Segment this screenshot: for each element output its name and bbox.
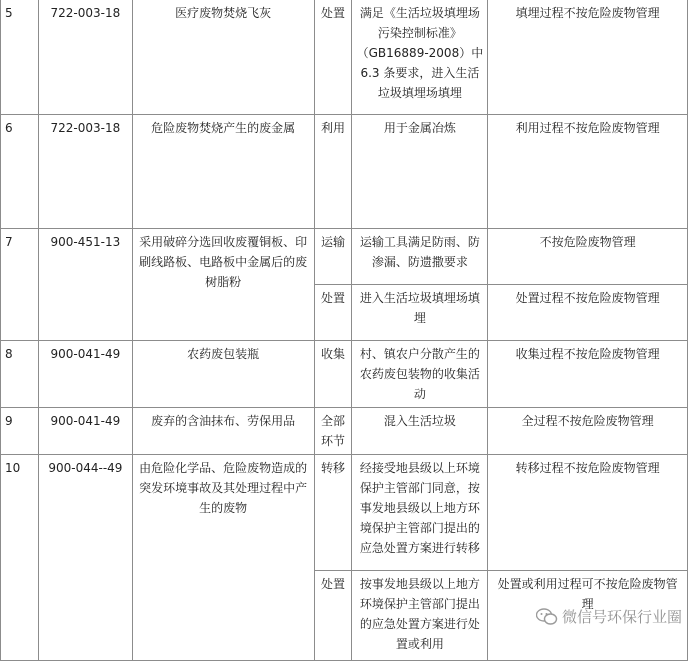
exempt-content: 转移过程不按危险废物管理: [488, 455, 688, 571]
exempt-condition: 用于金属冶炼: [352, 115, 488, 229]
exempt-link: 处置: [314, 0, 352, 115]
exempt-content: 不按危险废物管理: [488, 229, 688, 285]
row-number: 10: [1, 455, 39, 661]
waste-name: 由危险化学品、危险废物造成的突发环境事故及其处理过程中产生的废物: [132, 455, 314, 661]
exempt-content: 全过程不按危险废物管理: [488, 408, 688, 455]
exempt-condition: 经接受地县级以上环境保护主管部门同意，按事发地县级以上地方环境保护主管部门提出的应急处置方案进行转移: [352, 455, 488, 571]
watermark-text: 微信号环保行业圈: [561, 608, 682, 626]
table-row: [1, 408, 688, 455]
exempt-content: 处置过程不按危险废物管理: [488, 285, 688, 341]
watermark: [536, 606, 682, 627]
waste-code: 722-003-18: [38, 0, 132, 115]
exempt-link: 收集: [314, 341, 352, 408]
waste-code: 722-003-18: [38, 115, 132, 229]
wechat-icon: [536, 608, 558, 626]
waste-code: 900-041-49: [38, 341, 132, 408]
exempt-condition: 按事发地县级以上地方环境保护主管部门提出的应急处置方案进行处置或利用: [352, 571, 488, 661]
table-row: [1, 115, 688, 229]
row-number: 6: [1, 115, 39, 229]
waste-code: 900-451-13: [38, 229, 132, 341]
exempt-content: 填埋过程不按危险废物管理: [488, 0, 688, 115]
exempt-link: 处置: [314, 571, 352, 661]
exempt-link: 运输: [314, 229, 352, 285]
exempt-condition: 村、镇农户分散产生的农药废包装物的收集活动: [352, 341, 488, 408]
table-row: [1, 341, 688, 408]
exempt-link: 利用: [314, 115, 352, 229]
table-row: [1, 455, 688, 571]
exempt-content: 处置或利用过程可不按危险废物管理: [488, 571, 688, 661]
exempt-condition: 混入生活垃圾: [352, 408, 488, 455]
waste-name: 废弃的含油抹布、劳保用品: [132, 408, 314, 455]
exempt-link: 全部环节: [314, 408, 352, 455]
exempt-condition: 进入生活垃圾填埋场填埋: [352, 285, 488, 341]
waste-name: 采用破碎分选回收废覆铜板、印刷线路板、电路板中金属后的废树脂粉: [132, 229, 314, 341]
exempt-condition: 满足《生活垃圾填埋场污染控制标准》（GB16889-2008）中 6.3 条要求，进入生活垃圾填埋场填埋: [352, 0, 488, 115]
exempt-condition: 运输工具满足防雨、防渗漏、防遗撒要求: [352, 229, 488, 285]
row-number: 7: [1, 229, 39, 341]
waste-code: 900-044--49: [38, 455, 132, 661]
row-number: 9: [1, 408, 39, 455]
table-row: [1, 0, 688, 115]
exempt-content: 收集过程不按危险废物管理: [488, 341, 688, 408]
exempt-link: 转移: [314, 455, 352, 571]
exempt-link: 处置: [314, 285, 352, 341]
waste-name: 医疗废物焚烧飞灰: [132, 0, 314, 115]
table-row: [1, 229, 688, 285]
exempt-content: 利用过程不按危险废物管理: [488, 115, 688, 229]
row-number: 8: [1, 341, 39, 408]
waste-name: 农药废包装瓶: [132, 341, 314, 408]
row-number: 5: [1, 0, 39, 115]
waste-code: 900-041-49: [38, 408, 132, 455]
waste-name: 危险废物焚烧产生的废金属: [132, 115, 314, 229]
